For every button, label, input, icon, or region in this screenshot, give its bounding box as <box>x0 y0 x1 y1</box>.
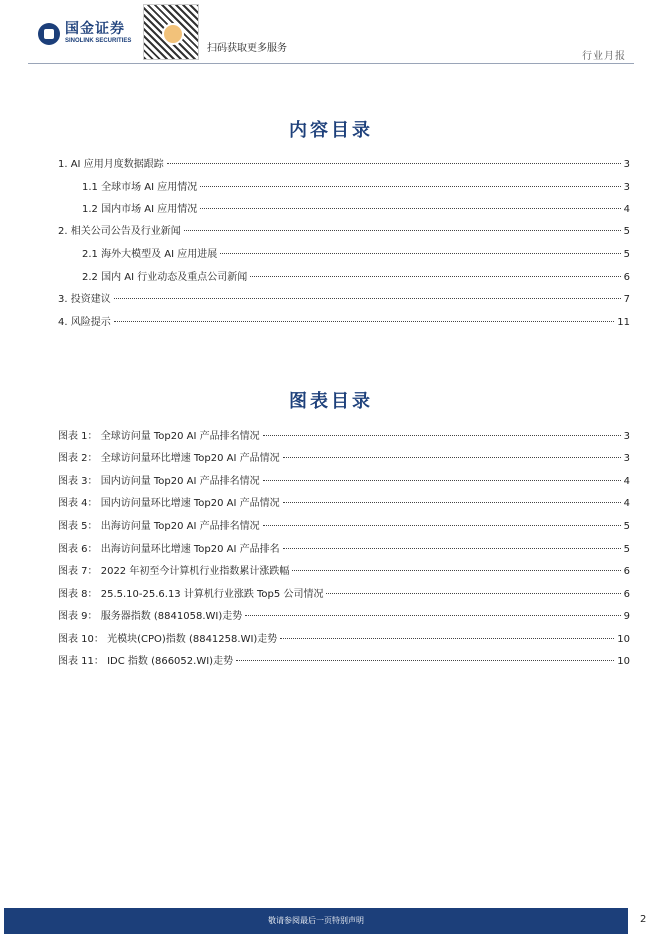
figure-entry-page: 10 <box>617 634 630 645</box>
toc-entry-label: 3. 投资建议 <box>58 294 111 305</box>
toc-entry-page: 11 <box>617 317 630 328</box>
toc-entry-label: 1. AI 应用月度数据跟踪 <box>58 159 164 170</box>
figure-entry-page: 6 <box>623 566 630 577</box>
toc-entry-label: 2. 相关公司公告及行业新闻 <box>58 226 181 237</box>
toc-entry-label: 2.1 海外大模型及 AI 应用进展 <box>82 249 218 260</box>
qr-caption: 扫码获取更多服务 <box>207 43 287 54</box>
figure-entry-label: 图表 4： 国内访问量环比增速 Top20 AI 产品情况 <box>58 498 280 509</box>
report-type: 行业月报 <box>582 51 626 62</box>
figure-entry-page: 4 <box>623 498 630 509</box>
figure-entry-label: 图表 2： 全球访问量环比增速 Top20 AI 产品情况 <box>58 453 280 464</box>
figure-entry[interactable] <box>58 585 630 599</box>
footer-disclaimer: 敬请参阅最后一页特别声明 <box>268 916 364 925</box>
figures-title: 图表目录 <box>289 391 373 412</box>
toc-leader-dots <box>114 298 621 299</box>
figure-entry-page: 5 <box>623 521 630 532</box>
logo-chinese-name: 国金证券 <box>65 21 125 37</box>
toc-entry-label: 2.2 国内 AI 行业动态及重点公司新闻 <box>82 272 248 283</box>
toc-leader-dots <box>263 480 621 481</box>
figure-entry-label: 图表 9： 服务器指数 (8841058.WI)走势 <box>58 611 243 622</box>
toc-leader-dots <box>263 435 621 436</box>
figure-entry-page: 10 <box>617 656 630 667</box>
figure-entry[interactable] <box>58 540 630 554</box>
toc-entry-page: 6 <box>623 272 630 283</box>
figure-entry-label: 图表 3： 国内访问量 Top20 AI 产品排名情况 <box>58 476 260 487</box>
toc-leader-dots <box>220 253 620 254</box>
figure-entry-page: 5 <box>623 544 630 555</box>
figure-entry-label: 图表 10： 光模块(CPO)指数 (8841258.WI)走势 <box>58 634 278 645</box>
page-number: 2 <box>640 914 647 925</box>
figure-entry-page: 9 <box>623 611 630 622</box>
qr-center-logo-icon <box>162 23 184 45</box>
figure-entry[interactable] <box>58 652 630 666</box>
toc-entry[interactable] <box>82 268 630 282</box>
toc-leader-dots <box>236 660 614 661</box>
toc-entry[interactable] <box>58 222 630 236</box>
figure-entry[interactable] <box>58 427 630 441</box>
toc-leader-dots <box>283 502 621 503</box>
figure-entry-page: 3 <box>623 431 630 442</box>
qr-code-icon[interactable] <box>143 4 199 60</box>
toc-leader-dots <box>280 638 614 639</box>
toc-entry-label: 4. 风险提示 <box>58 317 111 328</box>
toc-entry-page: 4 <box>623 204 630 215</box>
toc-leader-dots <box>114 321 615 322</box>
toc-entry[interactable] <box>58 313 630 327</box>
toc-leader-dots <box>167 163 621 164</box>
toc-entry-page: 5 <box>623 226 630 237</box>
toc-entry-page: 3 <box>623 159 630 170</box>
figure-entry-label: 图表 1： 全球访问量 Top20 AI 产品排名情况 <box>58 431 260 442</box>
toc-entry-label: 1.2 国内市场 AI 应用情况 <box>82 204 198 215</box>
toc-leader-dots <box>245 615 620 616</box>
toc-leader-dots <box>184 230 621 231</box>
figure-entry[interactable] <box>58 472 630 486</box>
figure-entry-label: 图表 8： 25.5.10-25.6.13 计算机行业涨跌 Top5 公司情况 <box>58 589 324 600</box>
toc-leader-dots <box>250 276 620 277</box>
figure-entry-page: 3 <box>623 453 630 464</box>
toc-leader-dots <box>326 593 620 594</box>
toc-entry[interactable] <box>58 290 630 304</box>
company-logo <box>38 22 131 45</box>
figure-entry-label: 图表 11： IDC 指数 (866052.WI)走势 <box>58 656 234 667</box>
figure-entry-label: 图表 6： 出海访问量环比增速 Top20 AI 产品排名 <box>58 544 280 555</box>
figure-entry[interactable] <box>58 494 630 508</box>
logo-mark-icon <box>38 23 60 45</box>
figure-entry-label: 图表 5： 出海访问量 Top20 AI 产品排名情况 <box>58 521 260 532</box>
toc-entry[interactable] <box>82 178 630 192</box>
figure-entry-page: 4 <box>623 476 630 487</box>
toc-entry-label: 1.1 全球市场 AI 应用情况 <box>82 182 198 193</box>
figure-entry-label: 图表 7： 2022 年初至今计算机行业指数累计涨跌幅 <box>58 566 290 577</box>
toc-entry-page: 3 <box>623 182 630 193</box>
toc-entry-page: 7 <box>623 294 630 305</box>
figure-entry[interactable] <box>58 562 630 576</box>
toc-leader-dots <box>200 186 620 187</box>
figure-entry-page: 6 <box>623 589 630 600</box>
toc-entry[interactable] <box>82 245 630 259</box>
toc-entry[interactable] <box>82 200 630 214</box>
header-divider <box>28 63 634 64</box>
toc-leader-dots <box>292 570 620 571</box>
figure-entry[interactable] <box>58 630 630 644</box>
toc-leader-dots <box>200 208 620 209</box>
toc-leader-dots <box>263 525 621 526</box>
figure-entry[interactable] <box>58 449 630 463</box>
figure-entry[interactable] <box>58 517 630 531</box>
toc-leader-dots <box>283 457 621 458</box>
toc-entry-page: 5 <box>623 249 630 260</box>
toc-leader-dots <box>283 548 621 549</box>
page-footer <box>4 908 628 934</box>
logo-english-name: SINOLINK SECURITIES <box>65 38 132 44</box>
figure-entry[interactable] <box>58 607 630 621</box>
toc-entry[interactable] <box>58 155 630 169</box>
page-header <box>0 0 662 64</box>
contents-title: 内容目录 <box>289 120 373 141</box>
